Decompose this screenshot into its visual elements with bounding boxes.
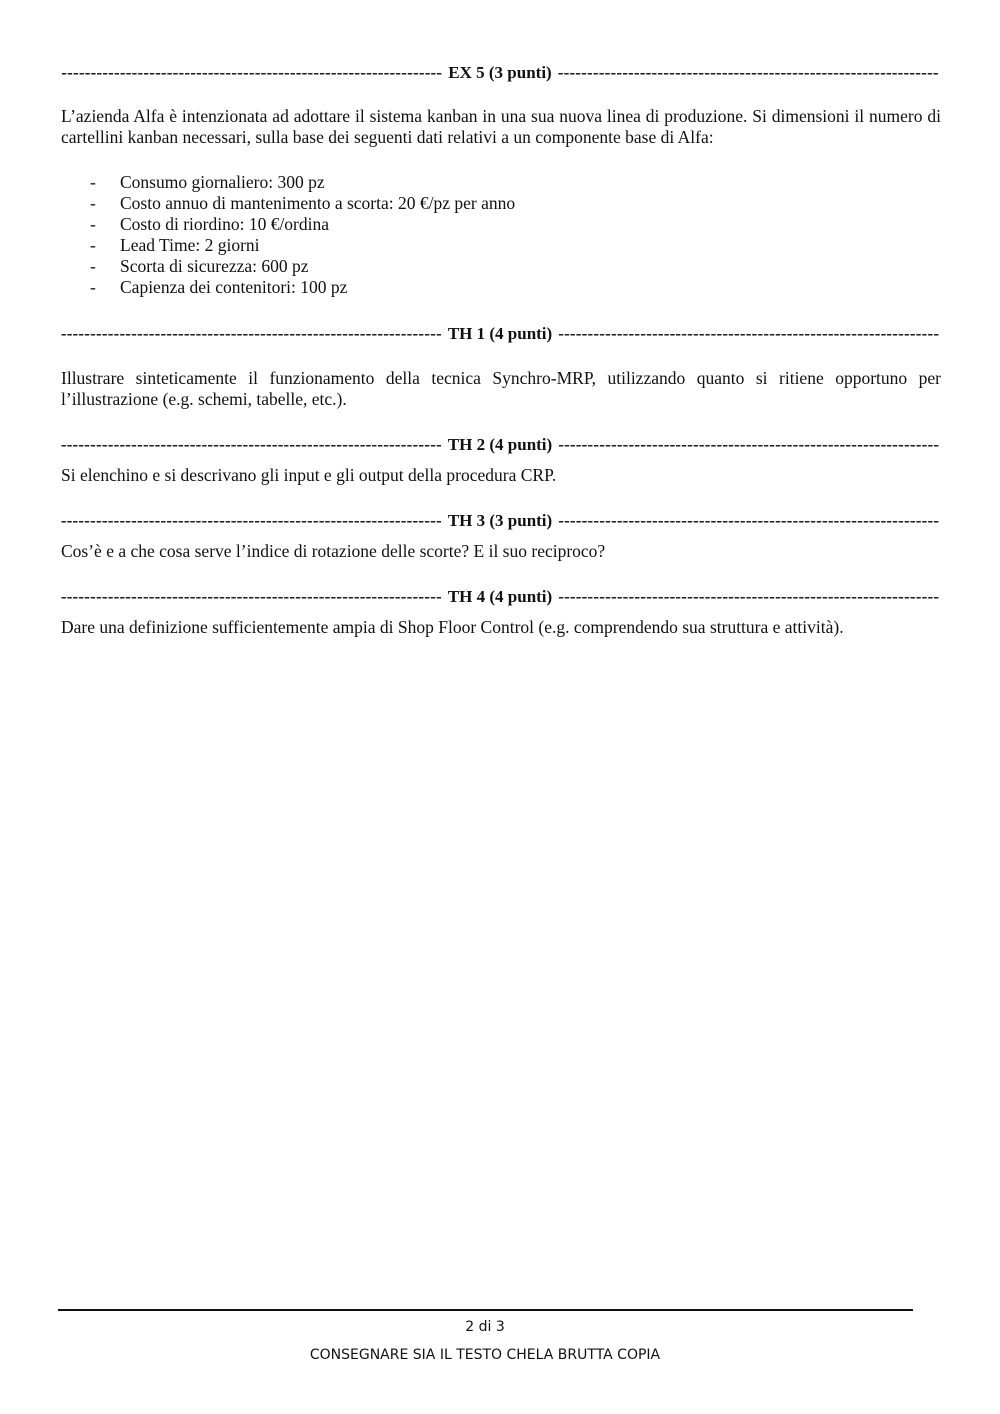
heading-dashes-left <box>61 586 442 608</box>
th3-question-text: Cos’è e a che cosa serve l’indice di rotazione delle scorte? E il suo reciproco? <box>61 541 606 561</box>
heading-dashes-right <box>558 323 939 345</box>
section-title: EX 5 (3 punti) <box>448 63 552 82</box>
bullet-marker: - <box>90 193 96 213</box>
section-title: TH 1 (4 punti) <box>447 324 553 343</box>
th4-question-text: Dare una definizione sufficientemente ampia di Shop Floor Control (e.g. comprendendo sua struttura e attività). <box>61 617 844 637</box>
list-item <box>90 214 890 235</box>
heading-dashes-right <box>558 62 939 84</box>
list-item-text: Lead Time: 2 giorni <box>120 235 260 255</box>
bullet-marker: - <box>90 235 96 255</box>
list-item-text: Costo di riordino: 10 €/ordina <box>120 214 330 234</box>
bullet-marker: - <box>90 256 96 276</box>
list-item <box>90 193 890 214</box>
heading-dashes-right <box>558 510 939 532</box>
ex5-data-list <box>90 172 890 298</box>
ex5-intro-paragraph: L’azienda Alfa è intenzionata ad adottare il sistema kanban in una sua nuova linea di produzione. Si dimensioni il numero di cartellini kanban necessari, sulla base dei seguenti dati relativi a un componente base di Alfa: <box>61 106 941 147</box>
section-heading-ex5 <box>61 62 939 84</box>
heading-dashes-left <box>61 62 442 84</box>
th1-question-text: Illustrare sinteticamente il funzionamento della tecnica Synchro-MRP, utilizzando quanto si ritiene opportuno per l’illustrazione (e.g. schemi, tabelle, etc.). <box>61 368 941 409</box>
list-item <box>90 256 890 277</box>
list-item-text: Capienza dei contenitori: 100 pz <box>120 277 348 297</box>
section-heading-th2 <box>61 434 939 456</box>
list-item-text: Consumo giornaliero: 300 pz <box>120 172 325 192</box>
section-title: TH 4 (4 punti) <box>447 587 553 606</box>
section-heading-th4 <box>61 586 939 608</box>
list-item <box>90 277 890 298</box>
bullet-marker: - <box>90 214 96 234</box>
bullet-marker: - <box>90 172 96 192</box>
page-number: 2 di 3 <box>465 1319 505 1335</box>
footer-divider <box>58 1309 913 1311</box>
section-title: TH 2 (4 punti) <box>447 435 553 454</box>
section-heading-th3 <box>61 510 939 532</box>
heading-dashes-left <box>61 323 442 345</box>
heading-dashes-left <box>61 434 442 456</box>
section-heading-th1 <box>61 323 939 345</box>
list-item <box>90 235 890 256</box>
list-item <box>90 172 890 193</box>
heading-dashes-left <box>61 510 442 532</box>
list-item-text: Costo annuo di mantenimento a scorta: 20 €/pz per anno <box>120 193 516 213</box>
heading-dashes-right <box>558 434 939 456</box>
list-item-text: Scorta di sicurezza: 600 pz <box>120 256 309 276</box>
th2-question-text: Si elenchino e si descrivano gli input e gli output della procedura CRP. <box>61 465 557 485</box>
heading-dashes-right <box>558 586 939 608</box>
footer-note: CONSEGNARE SIA IL TESTO CHELA BRUTTA COPIA <box>309 1347 661 1363</box>
bullet-marker: - <box>90 277 96 297</box>
section-title: TH 3 (3 punti) <box>447 511 553 530</box>
